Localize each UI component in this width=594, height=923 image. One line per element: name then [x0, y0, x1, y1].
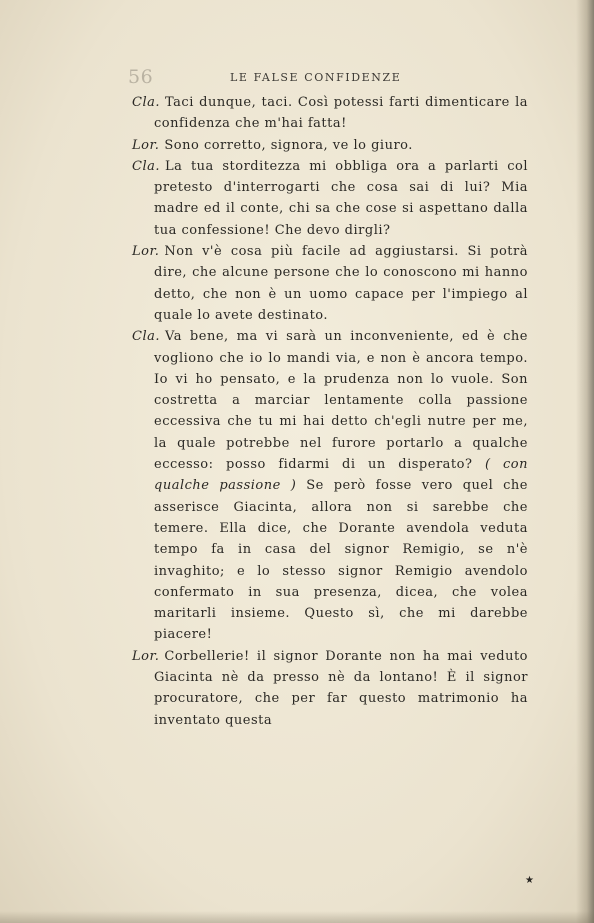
- page-header: [128, 66, 530, 88]
- dialogue-paragraph: [132, 92, 528, 135]
- speaker-label: Cla.: [132, 329, 160, 345]
- dialogue-text: La tua storditezza mi obbliga ora a parlarti col pretesto d'interrogarti che cosa sai di lui? Mia madre ed il conte, chi sa che cose si aspettano dalla tua confessione! Che devo dirgli?: [154, 158, 528, 238]
- speaker-label: Cla.: [132, 95, 160, 110]
- dialogue-text: Se però fosse vero quel che asserisce Giacinta, allora non si sarebbe che temere. Ella dice, che Dorante avendola veduta tempo fa in casa del signor Remigio, se n'è invaghito; e lo stesso signor Remigio avendolo confermato in sua presenza, dicea, che volea maritarli insieme. Questo sì, che mi darebbe piacere!: [154, 478, 528, 643]
- dialogue-text: Corbellerie! il signor Dorante non ha mai veduto Giacinta nè da presso nè da lontano! È il signor procuratore, che per far questo matrimonio ha inventato questa: [154, 648, 528, 728]
- running-title: LE FALSE CONFIDENZE: [230, 71, 402, 84]
- speaker-label: Lor.: [132, 137, 160, 153]
- printer-mark: ★: [525, 875, 534, 886]
- page-bottom-shadow: [0, 911, 594, 923]
- dialogue-text: Taci dunque, taci. Così potessi farti dimenticare la confidenza che m'hai fatta!: [154, 95, 528, 132]
- page-edge-shadow: [576, 0, 594, 923]
- dialogue-paragraph: [132, 156, 528, 241]
- speaker-label: Cla.: [132, 158, 160, 174]
- speaker-label: Lor.: [132, 244, 160, 260]
- dialogue-paragraph: [132, 135, 528, 156]
- speaker-label: Lor.: [132, 648, 160, 664]
- stage-direction: ( con qualche passione ): [154, 457, 529, 494]
- dialogue-text: Va bene, ma vi sarà un inconveniente, ed è che vogliono che io lo mandi via, e non è ancora tempo. Io vi ho pensato, e la prudenza non lo vuole. Son costretta a marciar lentamente colla passione eccessiva che tu mi hai detto ch'egli nutre per me, la quale potrebbe nel furore portarlo a qualche eccesso: posso fidarmi di un disperato?: [154, 329, 528, 473]
- dialogue-paragraph: [132, 241, 528, 326]
- page-number: 56: [128, 66, 154, 88]
- page-body: [132, 92, 528, 731]
- dialogue-text: Sono corretto, signora, ve lo giuro.: [164, 137, 413, 153]
- dialogue-text: Non v'è cosa più facile ad aggiustarsi. Si potrà dire, che alcune persone che lo conoscono mi hanno detto, che non è un uomo capace per l'impiego al quale lo avete destinato.: [154, 244, 528, 323]
- dialogue-paragraph: [132, 326, 528, 645]
- dialogue-paragraph: [132, 646, 528, 731]
